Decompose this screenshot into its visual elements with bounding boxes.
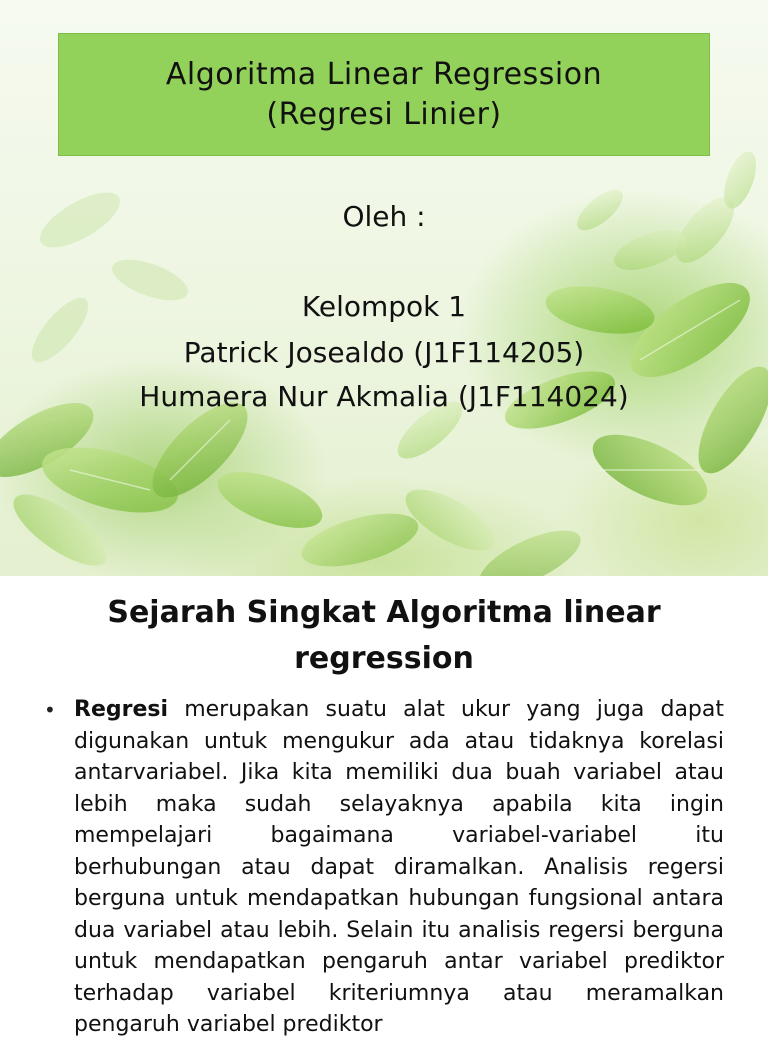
slide-title: Sejarah Singkat Algoritma linear regression — [107, 595, 661, 676]
bullet-item — [44, 694, 724, 1041]
bullet-paragraph — [74, 694, 724, 1041]
member-name: Humaera Nur Akmalia (J1F114024) — [139, 380, 629, 413]
bullet-icon: • — [44, 698, 56, 722]
member-name: Patrick Josealdo (J1F114205) — [183, 336, 585, 369]
group-name: Kelompok 1 — [301, 290, 467, 323]
by-label: Oleh : — [342, 200, 426, 233]
bullet-term: Regresi — [74, 697, 169, 722]
title-line-2: (Regresi Linier) — [266, 96, 502, 132]
title-banner — [58, 33, 710, 156]
history-slide — [0, 576, 768, 1037]
bullet-body: merupakan suatu alat ukur yang juga dapat digunakan untuk mengukur ada atau tidaknya korelasi antarvariabel. Jika kita memiliki dua buah variabel atau lebih maka sudah selayaknya apabila kita ingin mempelajari bagaimana variabel-variabel itu berhubungan atau dapat diramalkan. Analisis regersi berguna untuk mendapatkan hubungan fungsional antara dua variabel atau lebih. Selain itu analisis regersi berguna untuk mendapatkan pengaruh antar variabel prediktor terhadap variabel kriteriumnya atau meramalkan pengaruh variabel prediktor — [74, 697, 724, 1037]
title-line-1: Algoritma Linear Regression — [165, 56, 603, 92]
